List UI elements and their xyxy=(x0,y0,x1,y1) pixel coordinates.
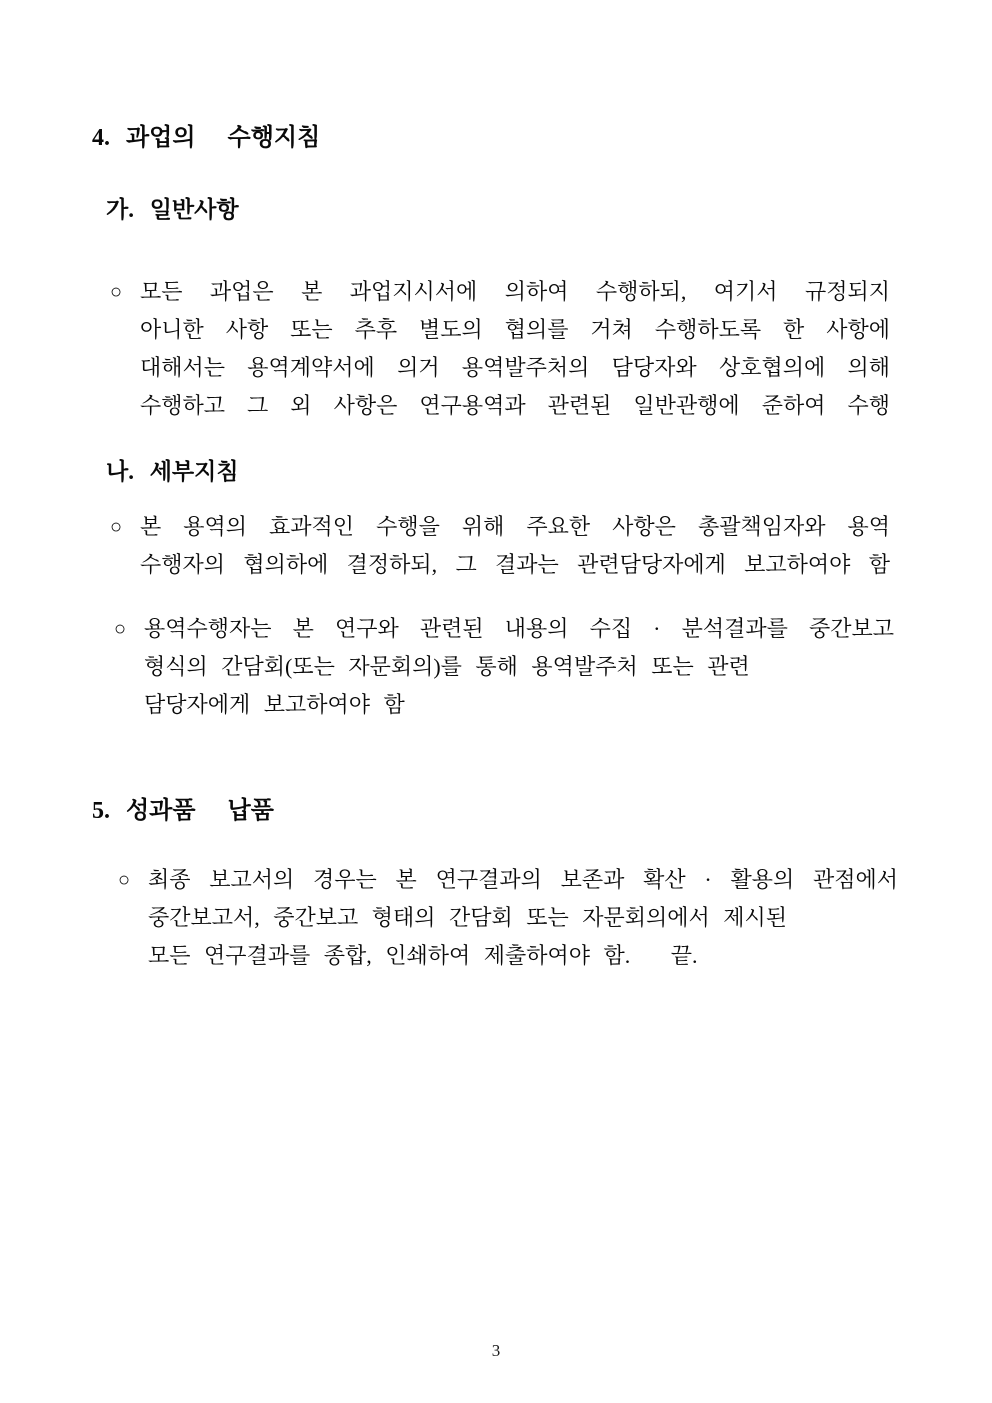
text-line: 모든 연구결과를 종합, 인쇄하여 제출하여야 함. 끝. xyxy=(148,943,698,968)
text-line: 용역수행자는 본 연구와 관련된 내용의 수집 · 분석결과를 중간보고 xyxy=(144,616,894,641)
section-4-heading: 4. 과업의 수행지침 xyxy=(92,125,321,151)
bullet-text xyxy=(110,508,890,584)
text-line: 중간보고서, 중간보고 형태의 간담회 또는 자문회의에서 제시된 xyxy=(148,905,788,930)
bullet-item-general xyxy=(110,273,890,425)
subsection-ga-heading: 가. 일반사항 xyxy=(106,197,239,222)
bullet-item-detail-1 xyxy=(110,508,890,584)
page-number: 3 xyxy=(491,1341,501,1360)
text-line: 대해서는 용역계약서에 의거 용역발주처의 담당자와 상호협의에 의해 xyxy=(140,355,890,380)
bullet-item-deliverable xyxy=(118,861,898,975)
text-line: 수행하고 그 외 사항은 연구용역과 관련된 일반관행에 준하여 수행 xyxy=(140,393,890,418)
circle-bullet-icon: ○ xyxy=(110,516,123,538)
bullet-text xyxy=(118,861,898,975)
text-line: 담당자에게 보고하여야 함 xyxy=(144,692,405,717)
section-5-heading: 5. 성과품 납품 xyxy=(92,798,274,824)
circle-bullet-icon: ○ xyxy=(114,618,127,640)
bullet-text xyxy=(114,610,894,724)
text-line: 본 용역의 효과적인 수행을 위해 주요한 사항은 총괄책임자와 용역 xyxy=(140,514,890,539)
circle-bullet-icon: ○ xyxy=(118,869,131,891)
subsection-na-heading: 나. 세부지침 xyxy=(106,459,239,484)
circle-bullet-icon: ○ xyxy=(110,281,123,303)
text-line: 모든 과업은 본 과업지시서에 의하여 수행하되, 여기서 규정되지 xyxy=(140,279,890,304)
bullet-text xyxy=(110,273,890,425)
text-line: 형식의 간담회(또는 자문회의)를 통해 용역발주처 또는 관련 xyxy=(144,654,750,679)
bullet-item-detail-2 xyxy=(114,610,894,724)
text-line: 최종 보고서의 경우는 본 연구결과의 보존과 확산 · 활용의 관점에서 xyxy=(148,867,898,892)
text-line: 아니한 사항 또는 추후 별도의 협의를 거쳐 수행하도록 한 사항에 xyxy=(140,317,890,342)
text-line: 수행자의 협의하에 결정하되, 그 결과는 관련담당자에게 보고하여야 함 xyxy=(140,552,890,577)
